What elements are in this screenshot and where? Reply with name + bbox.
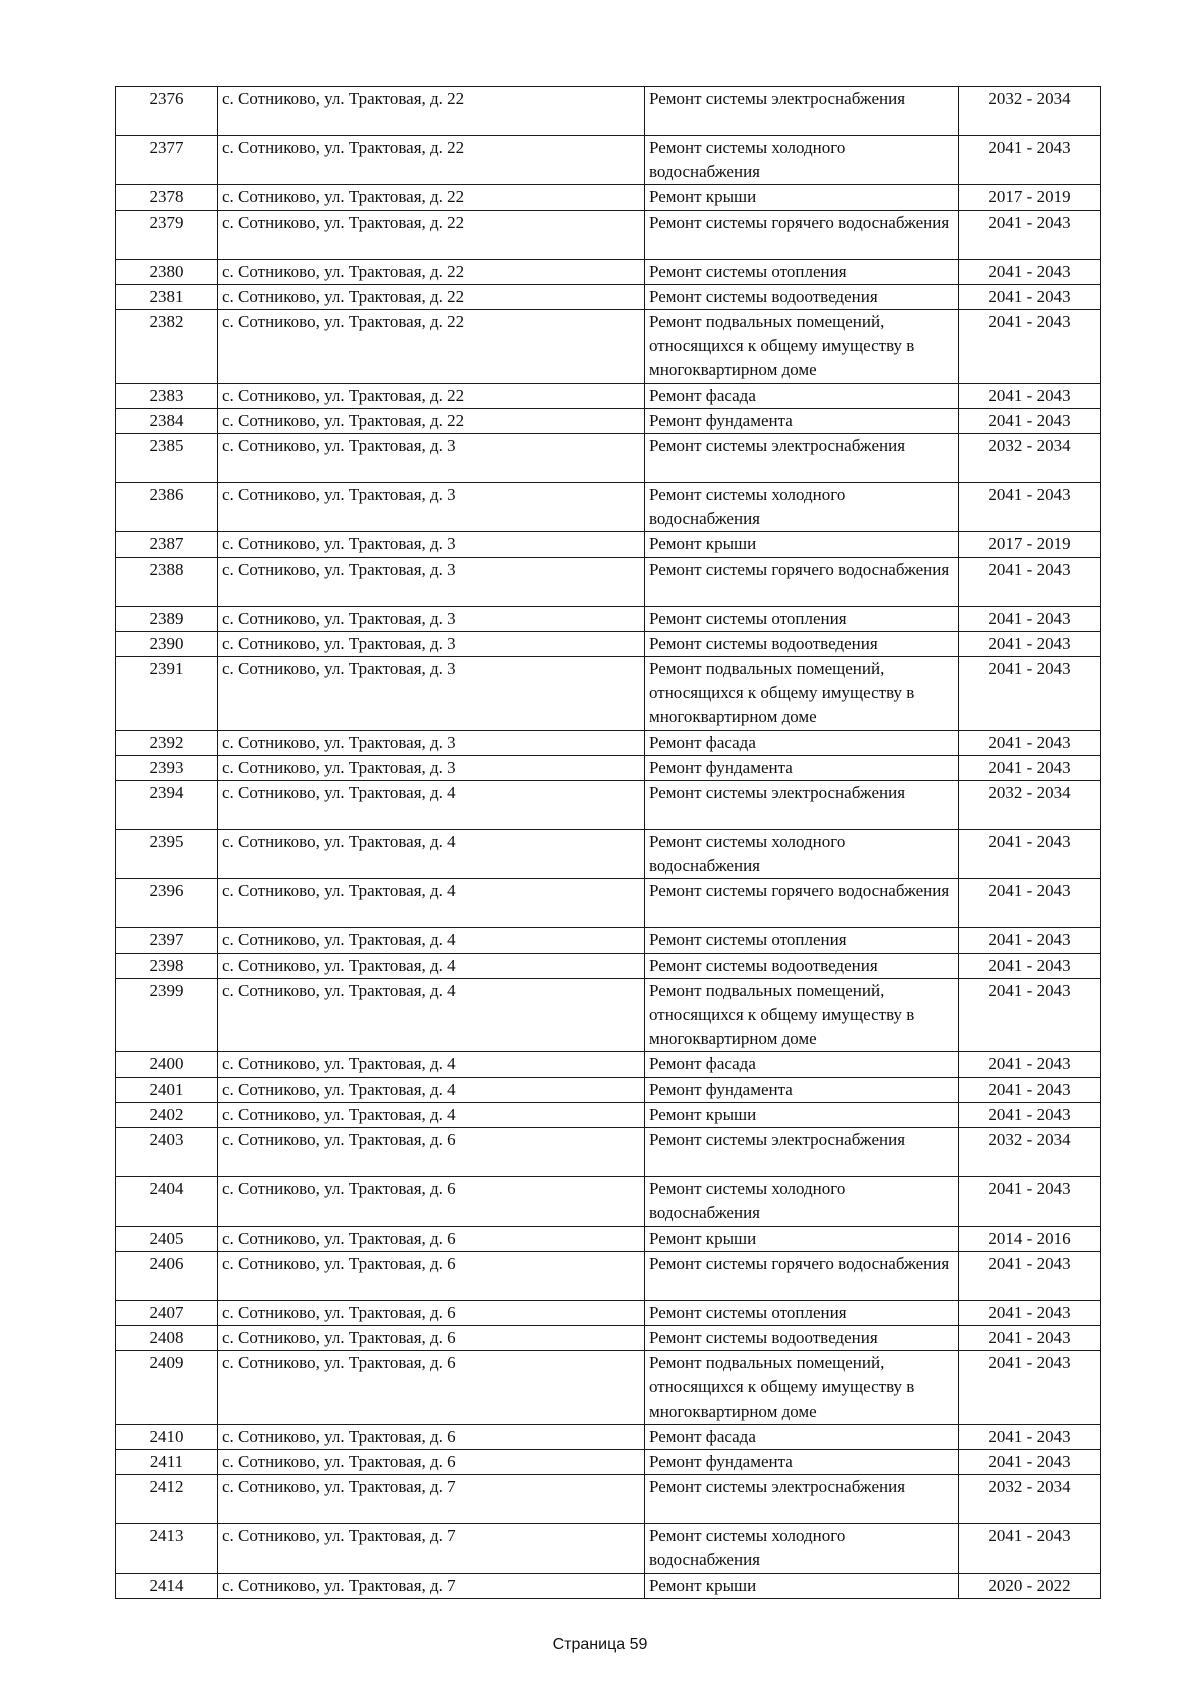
years-cell: 2041 - 2043 — [959, 730, 1101, 755]
address-cell: с. Сотниково, ул. Трактовая, д. 4 — [218, 953, 645, 978]
years-cell: 2041 - 2043 — [959, 606, 1101, 631]
work-type-cell: Ремонт системы электроснабжения — [645, 87, 959, 136]
address-cell: с. Сотниково, ул. Трактовая, д. 3 — [218, 557, 645, 606]
years-cell: 2017 - 2019 — [959, 185, 1101, 210]
row-number-cell: 2411 — [116, 1449, 218, 1474]
table-row — [116, 434, 1101, 483]
table-row — [116, 1524, 1101, 1573]
row-number-cell: 2395 — [116, 830, 218, 879]
row-number-cell: 2379 — [116, 210, 218, 259]
work-type-cell: Ремонт системы электроснабжения — [645, 1475, 959, 1524]
work-type-cell: Ремонт системы холодного водоснабжения — [645, 1177, 959, 1226]
table-row — [116, 1449, 1101, 1474]
work-type-cell: Ремонт крыши — [645, 185, 959, 210]
row-number-cell: 2396 — [116, 879, 218, 928]
work-type-cell: Ремонт системы отопления — [645, 606, 959, 631]
row-number-cell: 2386 — [116, 483, 218, 532]
row-number-cell: 2385 — [116, 434, 218, 483]
work-type-cell: Ремонт подвальных помещений, относящихся к общему имуществу в многоквартирном доме — [645, 1351, 959, 1425]
years-cell: 2032 - 2034 — [959, 781, 1101, 830]
work-type-cell: Ремонт фасада — [645, 1052, 959, 1077]
address-cell: с. Сотниково, ул. Трактовая, д. 4 — [218, 879, 645, 928]
row-number-cell: 2408 — [116, 1325, 218, 1350]
row-number-cell: 2377 — [116, 136, 218, 185]
address-cell: с. Сотниково, ул. Трактовая, д. 7 — [218, 1475, 645, 1524]
table-row — [116, 978, 1101, 1052]
years-cell: 2041 - 2043 — [959, 1325, 1101, 1350]
table-row — [116, 730, 1101, 755]
years-cell: 2032 - 2034 — [959, 1475, 1101, 1524]
table-row — [116, 928, 1101, 953]
address-cell: с. Сотниково, ул. Трактовая, д. 6 — [218, 1177, 645, 1226]
work-type-cell: Ремонт системы электроснабжения — [645, 1128, 959, 1177]
row-number-cell: 2387 — [116, 532, 218, 557]
years-cell: 2032 - 2034 — [959, 87, 1101, 136]
row-number-cell: 2381 — [116, 284, 218, 309]
work-type-cell: Ремонт системы горячего водоснабжения — [645, 210, 959, 259]
years-cell: 2041 - 2043 — [959, 284, 1101, 309]
table-row — [116, 830, 1101, 879]
years-cell: 2041 - 2043 — [959, 879, 1101, 928]
years-cell: 2041 - 2043 — [959, 830, 1101, 879]
row-number-cell: 2389 — [116, 606, 218, 631]
row-number-cell: 2404 — [116, 1177, 218, 1226]
row-number-cell: 2384 — [116, 408, 218, 433]
table-row — [116, 557, 1101, 606]
work-type-cell: Ремонт подвальных помещений, относящихся к общему имуществу в многоквартирном доме — [645, 310, 959, 384]
table-row — [116, 383, 1101, 408]
address-cell: с. Сотниково, ул. Трактовая, д. 4 — [218, 830, 645, 879]
address-cell: с. Сотниково, ул. Трактовая, д. 6 — [218, 1449, 645, 1474]
years-cell: 2041 - 2043 — [959, 1424, 1101, 1449]
years-cell: 2041 - 2043 — [959, 1052, 1101, 1077]
table-row — [116, 1573, 1101, 1598]
years-cell: 2032 - 2034 — [959, 1128, 1101, 1177]
row-number-cell: 2394 — [116, 781, 218, 830]
address-cell: с. Сотниково, ул. Трактовая, д. 7 — [218, 1524, 645, 1573]
work-type-cell: Ремонт фасада — [645, 730, 959, 755]
table-row — [116, 284, 1101, 309]
row-number-cell: 2383 — [116, 383, 218, 408]
work-type-cell: Ремонт фасада — [645, 1424, 959, 1449]
years-cell: 2041 - 2043 — [959, 1102, 1101, 1127]
address-cell: с. Сотниково, ул. Трактовая, д. 3 — [218, 483, 645, 532]
address-cell: с. Сотниково, ул. Трактовая, д. 22 — [218, 310, 645, 384]
address-cell: с. Сотниково, ул. Трактовая, д. 3 — [218, 657, 645, 731]
table-row — [116, 1424, 1101, 1449]
years-cell: 2041 - 2043 — [959, 928, 1101, 953]
work-type-cell: Ремонт системы отопления — [645, 928, 959, 953]
row-number-cell: 2380 — [116, 259, 218, 284]
capital-repair-table — [115, 86, 1101, 1599]
address-cell: с. Сотниково, ул. Трактовая, д. 4 — [218, 1052, 645, 1077]
work-type-cell: Ремонт системы водоотведения — [645, 1325, 959, 1350]
years-cell: 2041 - 2043 — [959, 1449, 1101, 1474]
address-cell: с. Сотниково, ул. Трактовая, д. 3 — [218, 434, 645, 483]
address-cell: с. Сотниково, ул. Трактовая, д. 22 — [218, 185, 645, 210]
address-cell: с. Сотниково, ул. Трактовая, д. 3 — [218, 532, 645, 557]
years-cell: 2041 - 2043 — [959, 557, 1101, 606]
years-cell: 2041 - 2043 — [959, 1300, 1101, 1325]
years-cell: 2041 - 2043 — [959, 1251, 1101, 1300]
table-row — [116, 755, 1101, 780]
years-cell: 2041 - 2043 — [959, 310, 1101, 384]
years-cell: 2041 - 2043 — [959, 755, 1101, 780]
work-type-cell: Ремонт системы электроснабжения — [645, 434, 959, 483]
row-number-cell: 2414 — [116, 1573, 218, 1598]
years-cell: 2041 - 2043 — [959, 483, 1101, 532]
table-row — [116, 1251, 1101, 1300]
row-number-cell: 2390 — [116, 631, 218, 656]
table-row — [116, 1300, 1101, 1325]
address-cell: с. Сотниково, ул. Трактовая, д. 3 — [218, 755, 645, 780]
work-type-cell: Ремонт системы водоотведения — [645, 631, 959, 656]
table-row — [116, 87, 1101, 136]
row-number-cell: 2407 — [116, 1300, 218, 1325]
years-cell: 2032 - 2034 — [959, 434, 1101, 483]
address-cell: с. Сотниково, ул. Трактовая, д. 4 — [218, 781, 645, 830]
work-type-cell: Ремонт системы горячего водоснабжения — [645, 1251, 959, 1300]
address-cell: с. Сотниково, ул. Трактовая, д. 6 — [218, 1351, 645, 1425]
work-type-cell: Ремонт системы электроснабжения — [645, 781, 959, 830]
address-cell: с. Сотниково, ул. Трактовая, д. 4 — [218, 978, 645, 1052]
table-row — [116, 1102, 1101, 1127]
years-cell: 2041 - 2043 — [959, 978, 1101, 1052]
years-cell: 2041 - 2043 — [959, 953, 1101, 978]
work-type-cell: Ремонт фасада — [645, 383, 959, 408]
page-number: Страница 59 — [552, 1636, 648, 1653]
table-row — [116, 1226, 1101, 1251]
years-cell: 2014 - 2016 — [959, 1226, 1101, 1251]
years-cell: 2041 - 2043 — [959, 136, 1101, 185]
years-cell: 2041 - 2043 — [959, 657, 1101, 731]
row-number-cell: 2413 — [116, 1524, 218, 1573]
address-cell: с. Сотниково, ул. Трактовая, д. 22 — [218, 383, 645, 408]
years-cell: 2041 - 2043 — [959, 1524, 1101, 1573]
row-number-cell: 2405 — [116, 1226, 218, 1251]
address-cell: с. Сотниково, ул. Трактовая, д. 3 — [218, 730, 645, 755]
work-type-cell: Ремонт фундамента — [645, 1449, 959, 1474]
work-type-cell: Ремонт подвальных помещений, относящихся к общему имуществу в многоквартирном доме — [645, 978, 959, 1052]
address-cell: с. Сотниково, ул. Трактовая, д. 22 — [218, 210, 645, 259]
table-row — [116, 1052, 1101, 1077]
work-type-cell: Ремонт системы водоотведения — [645, 284, 959, 309]
years-cell: 2041 - 2043 — [959, 383, 1101, 408]
table-row — [116, 1177, 1101, 1226]
work-type-cell: Ремонт системы холодного водоснабжения — [645, 483, 959, 532]
work-type-cell: Ремонт системы горячего водоснабжения — [645, 879, 959, 928]
address-cell: с. Сотниково, ул. Трактовая, д. 4 — [218, 928, 645, 953]
work-type-cell: Ремонт крыши — [645, 532, 959, 557]
table-row — [116, 483, 1101, 532]
address-cell: с. Сотниково, ул. Трактовая, д. 22 — [218, 136, 645, 185]
address-cell: с. Сотниково, ул. Трактовая, д. 22 — [218, 259, 645, 284]
years-cell: 2017 - 2019 — [959, 532, 1101, 557]
years-cell: 2041 - 2043 — [959, 1077, 1101, 1102]
row-number-cell: 2410 — [116, 1424, 218, 1449]
address-cell: с. Сотниково, ул. Трактовая, д. 6 — [218, 1226, 645, 1251]
address-cell: с. Сотниково, ул. Трактовая, д. 7 — [218, 1573, 645, 1598]
row-number-cell: 2388 — [116, 557, 218, 606]
work-type-cell: Ремонт системы холодного водоснабжения — [645, 830, 959, 879]
table-row — [116, 136, 1101, 185]
address-cell: с. Сотниково, ул. Трактовая, д. 6 — [218, 1128, 645, 1177]
address-cell: с. Сотниково, ул. Трактовая, д. 4 — [218, 1102, 645, 1127]
years-cell: 2041 - 2043 — [959, 408, 1101, 433]
work-type-cell: Ремонт фундамента — [645, 408, 959, 433]
row-number-cell: 2397 — [116, 928, 218, 953]
years-cell: 2041 - 2043 — [959, 631, 1101, 656]
row-number-cell: 2399 — [116, 978, 218, 1052]
work-type-cell: Ремонт системы отопления — [645, 1300, 959, 1325]
row-number-cell: 2392 — [116, 730, 218, 755]
work-type-cell: Ремонт подвальных помещений, относящихся к общему имуществу в многоквартирном доме — [645, 657, 959, 731]
table-row — [116, 1475, 1101, 1524]
address-cell: с. Сотниково, ул. Трактовая, д. 6 — [218, 1300, 645, 1325]
work-type-cell: Ремонт крыши — [645, 1226, 959, 1251]
table-row — [116, 631, 1101, 656]
address-cell: с. Сотниково, ул. Трактовая, д. 22 — [218, 284, 645, 309]
address-cell: с. Сотниково, ул. Трактовая, д. 6 — [218, 1424, 645, 1449]
table-row — [116, 1077, 1101, 1102]
years-cell: 2020 - 2022 — [959, 1573, 1101, 1598]
row-number-cell: 2409 — [116, 1351, 218, 1425]
row-number-cell: 2401 — [116, 1077, 218, 1102]
work-type-cell: Ремонт фундамента — [645, 1077, 959, 1102]
work-type-cell: Ремонт крыши — [645, 1573, 959, 1598]
years-cell: 2041 - 2043 — [959, 1351, 1101, 1425]
row-number-cell: 2406 — [116, 1251, 218, 1300]
row-number-cell: 2398 — [116, 953, 218, 978]
row-number-cell: 2376 — [116, 87, 218, 136]
address-cell: с. Сотниково, ул. Трактовая, д. 6 — [218, 1325, 645, 1350]
work-type-cell: Ремонт системы холодного водоснабжения — [645, 136, 959, 185]
address-cell: с. Сотниково, ул. Трактовая, д. 3 — [218, 631, 645, 656]
row-number-cell: 2412 — [116, 1475, 218, 1524]
table-row — [116, 532, 1101, 557]
address-cell: с. Сотниково, ул. Трактовая, д. 4 — [218, 1077, 645, 1102]
row-number-cell: 2402 — [116, 1102, 218, 1127]
row-number-cell: 2400 — [116, 1052, 218, 1077]
row-number-cell: 2393 — [116, 755, 218, 780]
table-body — [116, 87, 1101, 1599]
work-type-cell: Ремонт системы отопления — [645, 259, 959, 284]
table-row — [116, 657, 1101, 731]
years-cell: 2041 - 2043 — [959, 259, 1101, 284]
row-number-cell: 2378 — [116, 185, 218, 210]
table-row — [116, 1325, 1101, 1350]
address-cell: с. Сотниково, ул. Трактовая, д. 3 — [218, 606, 645, 631]
table-row — [116, 408, 1101, 433]
work-type-cell: Ремонт системы холодного водоснабжения — [645, 1524, 959, 1573]
row-number-cell: 2382 — [116, 310, 218, 384]
table-row — [116, 606, 1101, 631]
work-type-cell: Ремонт системы горячего водоснабжения — [645, 557, 959, 606]
table-row — [116, 781, 1101, 830]
table-row — [116, 1351, 1101, 1425]
row-number-cell: 2403 — [116, 1128, 218, 1177]
row-number-cell: 2391 — [116, 657, 218, 731]
table-row — [116, 310, 1101, 384]
work-type-cell: Ремонт фундамента — [645, 755, 959, 780]
table-row — [116, 259, 1101, 284]
work-type-cell: Ремонт системы водоотведения — [645, 953, 959, 978]
table-row — [116, 953, 1101, 978]
address-cell: с. Сотниково, ул. Трактовая, д. 22 — [218, 87, 645, 136]
table-row — [116, 185, 1101, 210]
table-row — [116, 879, 1101, 928]
years-cell: 2041 - 2043 — [959, 210, 1101, 259]
table-row — [116, 210, 1101, 259]
table-row — [116, 1128, 1101, 1177]
work-type-cell: Ремонт крыши — [645, 1102, 959, 1127]
address-cell: с. Сотниково, ул. Трактовая, д. 22 — [218, 408, 645, 433]
address-cell: с. Сотниково, ул. Трактовая, д. 6 — [218, 1251, 645, 1300]
years-cell: 2041 - 2043 — [959, 1177, 1101, 1226]
